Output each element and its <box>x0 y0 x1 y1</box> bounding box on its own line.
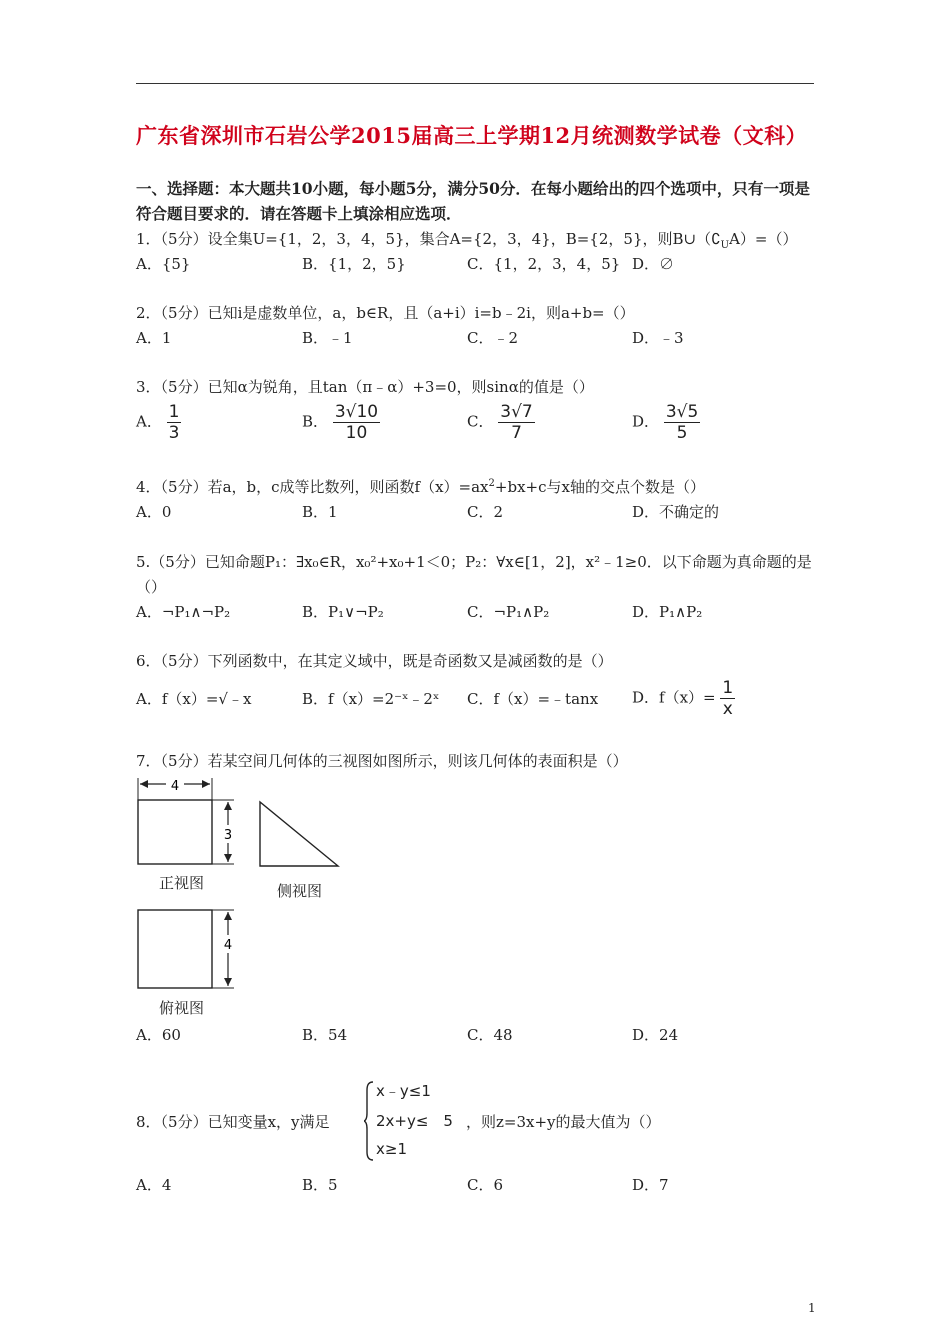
section-heading: 一、选择题：本大题共10小题，每小题5分，满分50分．在每小题给出的四个选项中，只有一项是符合题目要求的．请在答题卡上填涂相应选项． <box>136 179 810 223</box>
fraction-denominator: 7 <box>511 423 522 443</box>
three-view-figure <box>130 770 360 1020</box>
fraction-denominator: x <box>722 699 733 719</box>
question-4 <box>136 476 705 497</box>
question-6-option-c[interactable]: C．f（x）=﹣tanx <box>467 690 599 708</box>
top-view-rect <box>138 910 212 988</box>
question-5-option-a[interactable]: A．¬P₁∧¬P₂ <box>136 603 231 621</box>
fraction-denominator: 10 <box>345 423 368 443</box>
question-1-stem: 1．（5分）设全集U={1，2，3，4，5}，集合A={2，3，4}，B={2，5}，则B∪（∁ <box>136 230 721 248</box>
constraint-3: x≥1 <box>376 1140 407 1158</box>
question-1 <box>136 228 797 251</box>
system-brace <box>364 1080 374 1162</box>
depth-dimension-label: 4 <box>223 938 233 953</box>
side-view-triangle <box>260 802 338 866</box>
question-3-option-a[interactable] <box>136 402 181 443</box>
question-4-option-a[interactable]: A．0 <box>136 503 172 521</box>
question-7-option-d[interactable]: D．24 <box>632 1026 679 1044</box>
fraction-numerator: 3√10 <box>334 402 379 422</box>
constraint-2: 2x+y≤ 5 <box>376 1112 453 1130</box>
question-1-stem-tail: A）=（） <box>729 230 798 248</box>
fraction-numerator: 1 <box>168 402 180 422</box>
question-7-option-b[interactable]: B．54 <box>302 1026 348 1044</box>
question-2-option-a[interactable]: A．1 <box>136 329 172 347</box>
question-8-option-d[interactable]: D．7 <box>632 1176 669 1194</box>
height-dimension-label: 3 <box>223 828 233 843</box>
fraction-numerator: 3√5 <box>665 402 699 422</box>
option-label: D． <box>632 412 660 431</box>
question-8-option-a[interactable]: A．4 <box>136 1176 172 1194</box>
question-2-option-b[interactable]: B．﹣1 <box>302 329 353 347</box>
question-8-option-c[interactable]: C．6 <box>467 1176 504 1194</box>
question-5-option-d[interactable]: D．P₁∧P₂ <box>632 603 703 621</box>
question-7-option-a[interactable]: A．60 <box>136 1026 181 1044</box>
question-1-option-a[interactable]: A．{5} <box>136 255 191 273</box>
fraction <box>664 402 700 443</box>
header-rule <box>136 83 814 84</box>
question-3-stem: 3．（5分）已知α为锐角，且tan（π﹣α）+3=0，则sinα的值是（） <box>136 378 594 396</box>
question-6-option-a[interactable]: A．f（x）=√﹣x <box>136 690 252 708</box>
option-label: B． <box>302 412 329 431</box>
question-4-option-b[interactable]: B．1 <box>302 503 338 521</box>
side-view-label: 侧视图 <box>277 882 323 900</box>
option-label: C． <box>467 412 494 431</box>
fraction-denominator: 3 <box>168 423 180 443</box>
question-3-option-c[interactable] <box>467 402 535 443</box>
question-3-option-d[interactable] <box>632 402 700 443</box>
page-number: 1 <box>808 1301 816 1315</box>
fraction-denominator: 5 <box>676 423 688 443</box>
fraction <box>333 402 380 443</box>
front-view-label: 正视图 <box>159 874 205 892</box>
question-8-option-b[interactable]: B．5 <box>302 1176 338 1194</box>
question-2-option-d[interactable]: D．﹣3 <box>632 329 684 347</box>
top-view-label: 俯视图 <box>159 999 205 1017</box>
fraction <box>167 402 182 443</box>
question-4-option-c[interactable]: C．2 <box>467 503 504 521</box>
question-3-option-b[interactable] <box>302 402 380 443</box>
question-5-option-b[interactable]: B．P₁∨¬P₂ <box>302 603 384 621</box>
question-2-stem: 2．（5分）已知i是虚数单位，a，b∈R，且（a+i）i=b﹣2i，则a+b=（） <box>136 304 635 322</box>
question-4-option-d[interactable]: D．不确定的 <box>632 503 720 521</box>
question-4-stem-tail: +bx+c与x轴的交点个数是（） <box>494 478 705 496</box>
constraint-1: x﹣y≤1 <box>376 1082 431 1100</box>
question-5-option-c[interactable]: C．¬P₁∧P₂ <box>467 603 550 621</box>
question-8-stem-tail: ，则z=3x+y的最大值为（） <box>466 1113 661 1131</box>
option-label: D．f（x）= <box>632 688 716 707</box>
question-1-option-d[interactable]: D．∅ <box>632 255 675 273</box>
question-4-stem: 4．（5分）若a，b，c成等比数列，则函数f（x）=ax <box>136 478 489 496</box>
question-1-option-c[interactable]: C．{1，2，3，4，5} <box>467 255 621 273</box>
question-5-stem: 5.（5分）已知命题P₁：∃x₀∈R，x₀²+x₀+1＜0；P₂：∀x∈[1，2]，x²﹣1≥0．以下命题为真命题的是 <box>136 553 812 571</box>
fraction-numerator: 3√7 <box>500 402 533 422</box>
question-1-sub: U <box>720 240 730 251</box>
width-dimension-label: 4 <box>170 779 180 794</box>
page-title: 广东省深圳市石岩公学2015届高三上学期12月统测数学试卷（文科） <box>136 123 808 148</box>
question-6-stem: 6．（5分）下列函数中，在其定义域中，既是奇函数又是减函数的是（） <box>136 652 613 670</box>
question-4-sup: 2 <box>488 478 495 489</box>
question-6-option-b[interactable]: B．f（x）=2⁻ˣ﹣2ˣ <box>302 690 440 708</box>
question-6-option-d[interactable] <box>632 678 735 719</box>
fraction <box>498 402 534 443</box>
option-label: A． <box>136 412 162 431</box>
question-2-option-c[interactable]: C．﹣2 <box>467 329 519 347</box>
question-5-stem-line2: （） <box>136 578 167 596</box>
question-1-option-b[interactable]: B．{1，2，5} <box>302 255 406 273</box>
front-view-rect <box>138 800 212 864</box>
question-7-option-c[interactable]: C．48 <box>467 1026 513 1044</box>
question-7-stem: 7．（5分）若某空间几何体的三视图如图所示，则该几何体的表面积是（） <box>136 752 628 770</box>
fraction <box>720 678 735 719</box>
fraction-numerator: 1 <box>722 678 734 698</box>
question-8-stem: 8．（5分）已知变量x，y满足 <box>136 1113 330 1131</box>
